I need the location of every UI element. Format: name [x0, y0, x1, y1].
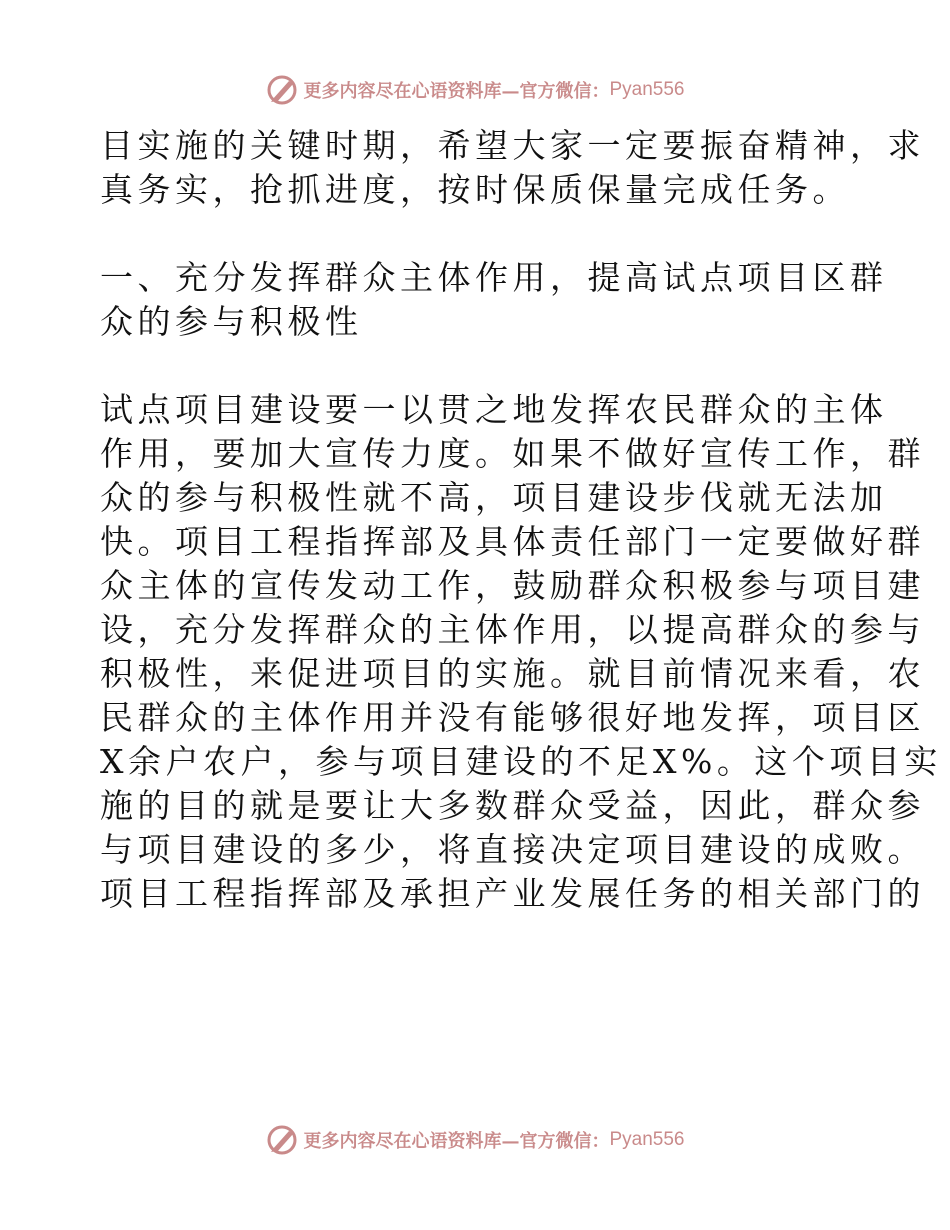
header-watermark: [0, 70, 950, 110]
watermark-text: 更多内容尽在心语资料库—官方微信：: [303, 1131, 610, 1152]
brush-logo-icon: [265, 73, 299, 107]
brush-logo-icon: [265, 1123, 299, 1157]
paragraph: [100, 388, 942, 916]
text-line: 积极性，来促进项目的实施。就目前情况来看，农: [100, 654, 925, 693]
text-line: 设，充分发挥群众的主体作用，以提高群众的参与: [100, 610, 925, 649]
text-line: 试点项目建设要一以贯之地发挥农民群众的主体: [100, 390, 888, 429]
paragraph: [100, 124, 925, 212]
text-line: 众主体的宣传发动工作，鼓励群众积极参与项目建: [100, 566, 925, 605]
text-line: 快。项目工程指挥部及具体责任部门一定要做好群: [100, 522, 925, 561]
text-line: 众的参与积极性就不高，项目建设步伐就无法加: [100, 478, 888, 517]
heading-line: 一、充分发挥群众主体作用，提高试点项目区群: [100, 258, 888, 297]
text-line: 作用，要加大宣传力度。如果不做好宣传工作，群: [100, 434, 925, 473]
text-line: 与项目建设的多少，将直接决定项目建设的成败。: [100, 830, 925, 869]
document-body: [100, 124, 942, 916]
text-line: 民群众的主体作用并没有能够很好地发挥，项目区: [100, 698, 925, 737]
text-line: 真务实，抢抓进度，按时保质保量完成任务。: [100, 170, 850, 209]
text-line: 施的目的就是要让大多数群众受益，因此，群众参: [100, 786, 925, 825]
text-line: X余户农户，参与项目建设的不足X%。这个项目实: [100, 742, 942, 781]
watermark-wechat-id: Pyan556: [609, 79, 685, 100]
heading-line: 众的参与积极性: [100, 302, 363, 341]
watermark-text: 更多内容尽在心语资料库—官方微信：: [303, 81, 610, 102]
text-line: 目实施的关键时期，希望大家一定要振奋精神，求: [100, 126, 925, 165]
watermark-wechat-id: Pyan556: [609, 1129, 685, 1150]
text-line: 项目工程指挥部及承担产业发展任务的相关部门的: [100, 874, 925, 913]
footer-watermark: [0, 1120, 950, 1160]
section-heading: [100, 256, 888, 344]
